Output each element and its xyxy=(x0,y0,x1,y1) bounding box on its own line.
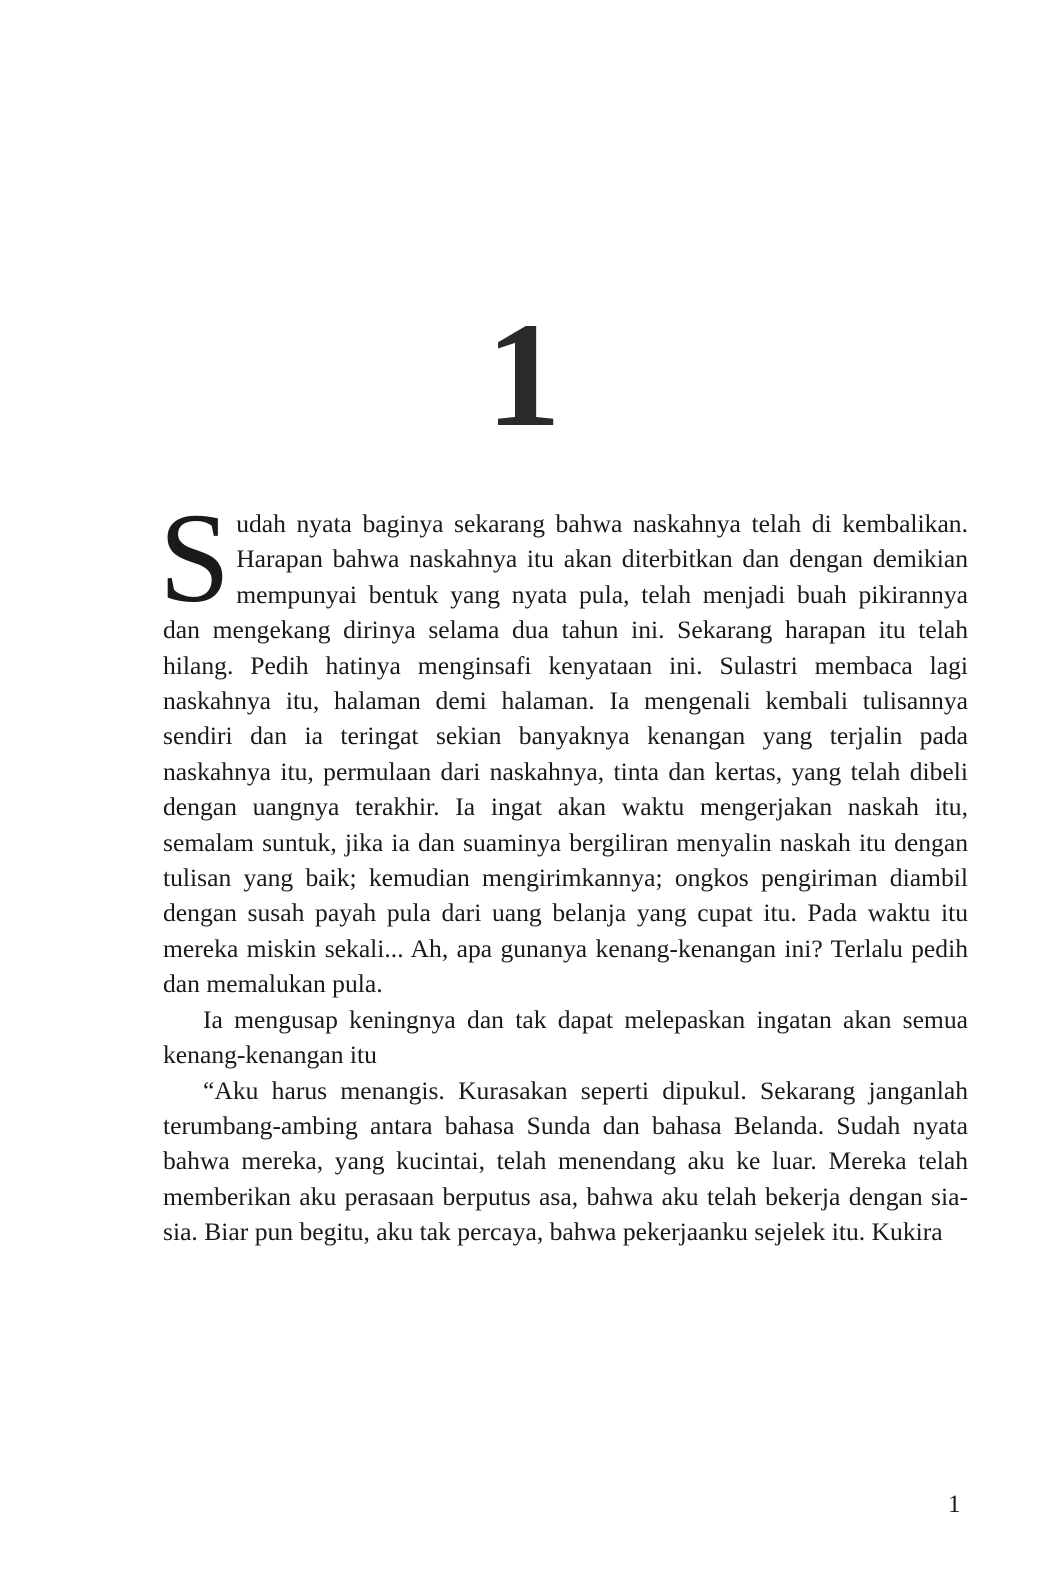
paragraph-1 xyxy=(159,487,968,1002)
paragraph-2: Ia mengusap keningnya dan tak dapat melepaskan ingatan akan semua kenang-kenangan itu xyxy=(163,1004,968,1070)
page-number: 1 xyxy=(948,1491,961,1518)
paragraph-1-text: udah nyata baginya sekarang bahwa naskahnya telah di kembalikan. Harapan bahwa naskahnya itu akan diterbitkan dan dengan demikian mempunyai bentuk yang nyata pula, telah menjadi buah pikirannya dan mengekang dirinya selama dua tahun ini. Sekarang harapan itu telah hilang. Pedih hatinya menginsafi kenyataan ini. Sulastri membaca lagi naskahnya itu, halaman demi halaman. Ia mengenali kembali tulisannya sendiri dan ia teringat sekian banyaknya kenangan yang terjalin pada naskahnya itu, permulaan dari naskahnya, tinta dan kertas, yang telah dibeli dengan uangnya terakhir. Ia ingat akan waktu mengerjakan naskah itu, semalam suntuk, jika ia dan suaminya bergiliran menyalin naskah itu dengan tulisan yang baik; kemudian mengirimkannya; ongkos pengiriman diambil dengan susah payah pula dari uang belanja yang cupat itu. Pada waktu itu mereka miskin sekali... Ah, apa gunanya kenang-kenangan ini? Terlalu pedih dan memalukan pula. xyxy=(163,509,968,999)
body-text xyxy=(159,487,968,1250)
drop-cap: S xyxy=(159,487,231,629)
chapter-number: 1 xyxy=(486,292,561,458)
paragraph-3: “Aku harus menangis. Kurasakan seperti dipukul. Sekarang janganlah terumbang-ambing antara bahasa Sunda dan bahasa Belanda. Sudah nyata bahwa mereka, yang kucintai, telah menendang aku ke luar. Mereka telah memberikan aku perasaan berputus asa, bahwa aku telah bekerja dengan sia-sia. Biar pun begitu, aku tak percaya, bahwa pekerjaanku sejelek itu. Kukira xyxy=(163,1075,968,1247)
